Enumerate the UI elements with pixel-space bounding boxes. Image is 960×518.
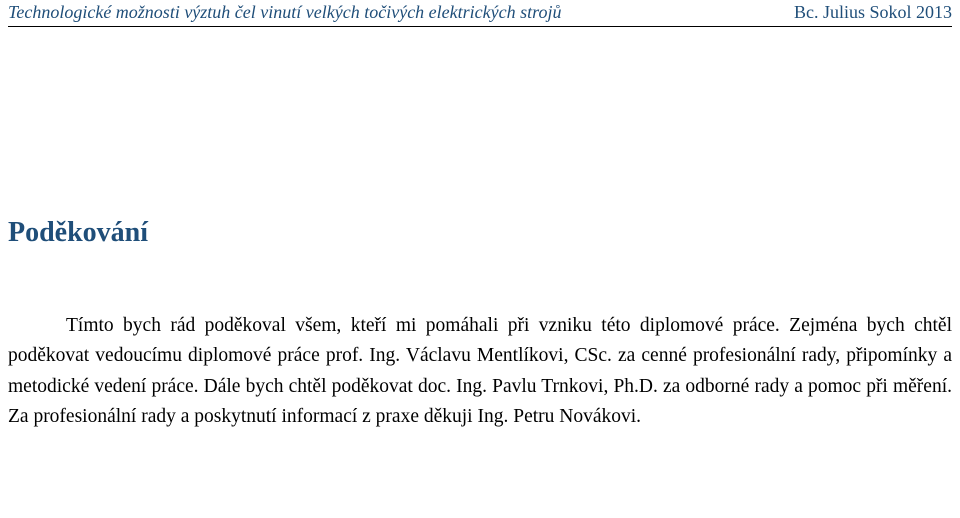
document-title: Technologické možnosti výztuh čel vinutí velkých točivých elektrických strojů xyxy=(8,2,562,22)
acknowledgement-paragraph: Tímto bych rád poděkoval všem, kteří mi pomáhali při vzniku této diplomové práce. Zejména bych chtěl poděkovat vedoucímu diplomové práce prof. Ing. Václavu Mentlíkovi, CSc. za cenné profesionální rady, připomínky a metodické vedení práce. Dále bych chtěl poděkovat doc. Ing. Pavlu Trnkovi, Ph.D. za odborné rady a pomoc při měření. Za profesionální rady a poskytnutí informací z praxe děkuji Ing. Petru Novákovi. xyxy=(8,315,952,428)
author-and-year: Bc. Julius Sokol 2013 xyxy=(793,2,952,22)
section-heading: Poděkování xyxy=(8,217,149,248)
running-header xyxy=(8,0,952,27)
